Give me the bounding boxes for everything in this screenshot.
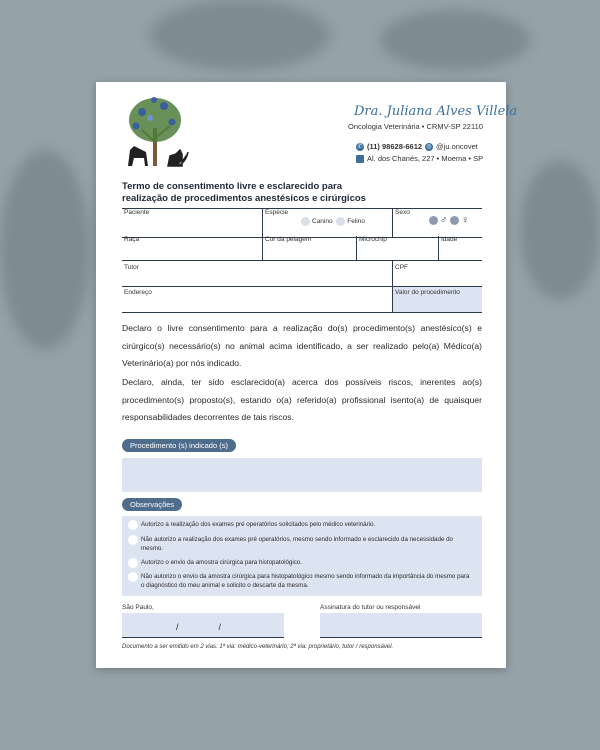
female-radio[interactable] <box>450 216 459 225</box>
phone-number: (11) 98628-6612 <box>367 142 423 151</box>
footer-note: Documento a ser emitido em 2 vias: 1ª via: médico-veterinário; 2ª via: proprietário, tutor / responsável. <box>122 644 394 650</box>
sexo-cell <box>392 209 485 237</box>
sexo-label: Sexo <box>395 209 410 216</box>
title-line-2: realização de procedimentos anestésicos e cirúrgicos <box>122 193 366 204</box>
obs-option-2[interactable] <box>128 535 473 553</box>
procedimento-field[interactable] <box>122 458 482 492</box>
date-line <box>122 637 284 638</box>
shadow-decoration <box>380 10 530 70</box>
felino-radio[interactable] <box>336 217 345 226</box>
endereco-label: Endereço <box>124 289 152 296</box>
city-label: São Paulo, <box>122 604 154 611</box>
female-icon: ♀ <box>461 215 469 226</box>
instagram-handle: @ju.oncovet <box>436 142 478 151</box>
tree-pets-logo <box>120 92 192 170</box>
form-row-raca <box>122 236 482 261</box>
raca-label: Raça <box>124 236 140 243</box>
especie-label: Espécie <box>265 209 289 216</box>
form-row-paciente <box>122 208 482 238</box>
valor-label-cell <box>392 286 460 312</box>
signature-line <box>320 637 482 638</box>
address-line <box>356 154 483 163</box>
consent-paragraph-2: Declaro, ainda, ter sido esclarecido(a) acerca dos possíveis riscos, inerentes ao(s) procedimento(s) proposto(s), estando o(a) referido(a) profissional isento(a) de quaisquer responsabilidades decorrentes de tais riscos. <box>122 377 482 422</box>
obs-checkbox[interactable] <box>128 572 138 582</box>
observacoes-heading: Observações <box>122 498 182 511</box>
obs-text: Autorizo a realização dos exames pré operatórios solicitados pelo médico veterinário. <box>141 521 376 528</box>
valor-label: Valor do procedimento <box>395 289 460 296</box>
shadow-decoration <box>0 150 90 350</box>
canino-label: Canino <box>312 218 333 226</box>
obs-text: Não autorizo o envio da amostra cirúrgica para histopatológico mesmo sendo informado da importância do mesmo para o diagnóstico do meu animal e solicito o descarte da mesma. <box>141 573 470 589</box>
male-radio[interactable] <box>429 216 438 225</box>
idade-label: Idade <box>438 236 457 260</box>
shadow-decoration <box>150 0 330 70</box>
tutor-label: Tutor <box>124 264 139 271</box>
shadow-decoration <box>520 160 600 300</box>
building-icon <box>356 155 364 163</box>
obs-option-3[interactable] <box>128 558 473 567</box>
obs-checkbox[interactable] <box>128 520 138 530</box>
canino-radio[interactable] <box>301 217 310 226</box>
consent-form-page <box>96 82 518 668</box>
obs-option-4[interactable] <box>128 572 473 590</box>
form-row-tutor <box>122 260 482 287</box>
signature-field[interactable] <box>320 613 482 637</box>
cpf-text: CPF <box>395 264 408 271</box>
title-line-1: Termo de consentimento livre e esclarecido para <box>122 181 342 192</box>
microchip-label: Microchip <box>356 236 387 260</box>
consent-paragraph-1: Declaro o livre consentimento para a realização do(s) procedimento(s) anestésico(s) e cirúrgico(s) necessário(s) no animal acima identificado, a ser realizado pelo(a) Médico(a) Veterinário(a) por nós indicado. <box>122 323 482 368</box>
doctor-name: Dra. Juliana Alves Villela <box>354 104 518 119</box>
cpf-label <box>392 260 408 286</box>
obs-text: Não autorizo a realização dos exames pré operatórios, mesmo sendo informado e esclarecido da necessidade do mesmo. <box>141 536 453 552</box>
male-icon: ♂ <box>440 215 448 226</box>
obs-checkbox[interactable] <box>128 558 138 568</box>
tutor-signature-label: Assinatura do tutor ou responsável <box>320 604 421 611</box>
especie-cell <box>262 209 393 237</box>
obs-text: Autorizo o envio da amostra cirúrgica para histopatológico. <box>141 559 302 566</box>
date-separators: / / <box>176 622 222 632</box>
obs-option-1[interactable] <box>128 520 473 529</box>
document-title <box>122 181 402 205</box>
instagram-icon: ◎ <box>426 143 432 150</box>
contact-line <box>356 142 478 151</box>
address: Al. dos Chanés, 227 • Moema • SP <box>367 154 484 163</box>
whatsapp-icon: ✆ <box>357 143 363 150</box>
obs-checkbox[interactable] <box>128 535 138 545</box>
paciente-label: Paciente <box>124 209 150 216</box>
procedimento-heading: Procedimento (s) indicado (s) <box>122 439 236 452</box>
felino-label: Felino <box>347 218 365 226</box>
cor-pelagem-label: Cor da pelagem <box>262 236 311 260</box>
form-row-endereco <box>122 286 482 313</box>
doctor-specialty: Oncologia Veterinária • CRMV-SP 22110 <box>348 122 483 131</box>
